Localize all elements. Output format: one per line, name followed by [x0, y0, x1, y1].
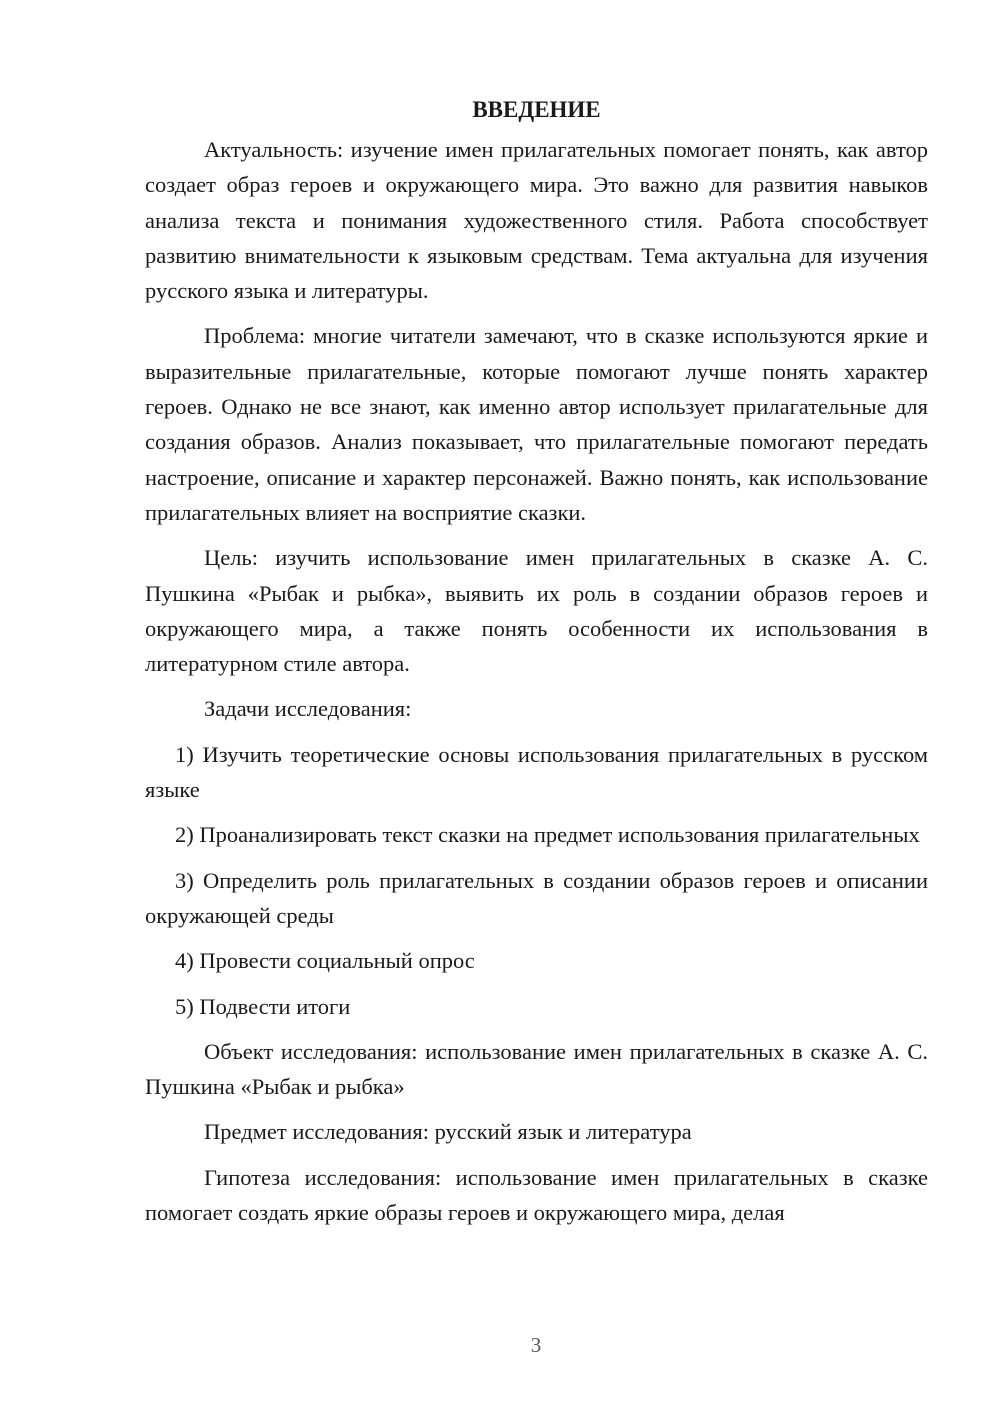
paragraph-goal: Цель: изучить использование имен прилагательных в сказке А. С. Пушкина «Рыбак и рыбка», выявить их роль в создании образов героев и окружающего мира, а также понять особенности их использования в литературном стиле автора. — [145, 545, 928, 677]
task-item-3: 3) Определить роль прилагательных в создании образов героев и описании окружающей среды — [145, 867, 928, 928]
task-item-5: 5) Подвести итоги — [175, 993, 351, 1019]
page-number: 3 — [530, 1333, 542, 1357]
task-item-2: 2) Проанализировать текст сказки на предмет использования прилагательных — [175, 822, 920, 848]
paragraph-subject: Предмет исследования: русский язык и литература — [204, 1119, 692, 1145]
task-item-4: 4) Провести социальный опрос — [175, 948, 475, 974]
paragraph-object: Объект исследования: использование имен прилагательных в сказке А. С. Пушкина «Рыбак и рыбка» — [145, 1038, 928, 1100]
paragraph-hypothesis: Гипотеза исследования: использование имен прилагательных в сказке помогает создать яркие образы героев и окружающего мира, делая — [145, 1164, 928, 1226]
page-content — [145, 92, 928, 1240]
section-title: ВВЕДЕНИЕ — [472, 97, 601, 122]
paragraph-problem: Проблема: многие читатели замечают, что в сказке используются яркие и выразительные прилагательные, которые помогают лучше понять характер героев. Однако не все знают, как именно автор использует прилагательные для создания образов. Анализ показывает, что прилагательные помогают передать настроение, описание и характер персонажей. Важно понять, как использование прилагательных влияет на восприятие сказки. — [145, 323, 928, 525]
paragraph-tasks-heading: Задачи исследования: — [204, 696, 412, 722]
paragraph-relevance: Актуальность: изучение имен прилагательных помогает понять, как автор создает образ героев и окружающего мира. Это важно для развития навыков анализа текста и понимания художественного стиля. Работа способствует развитию внимательности к языковым средствам. Тема актуальна для изучения русского языка и литературы. — [145, 137, 928, 304]
task-item-1: 1) Изучить теоретические основы использования прилагательных в русском языке — [145, 741, 928, 803]
